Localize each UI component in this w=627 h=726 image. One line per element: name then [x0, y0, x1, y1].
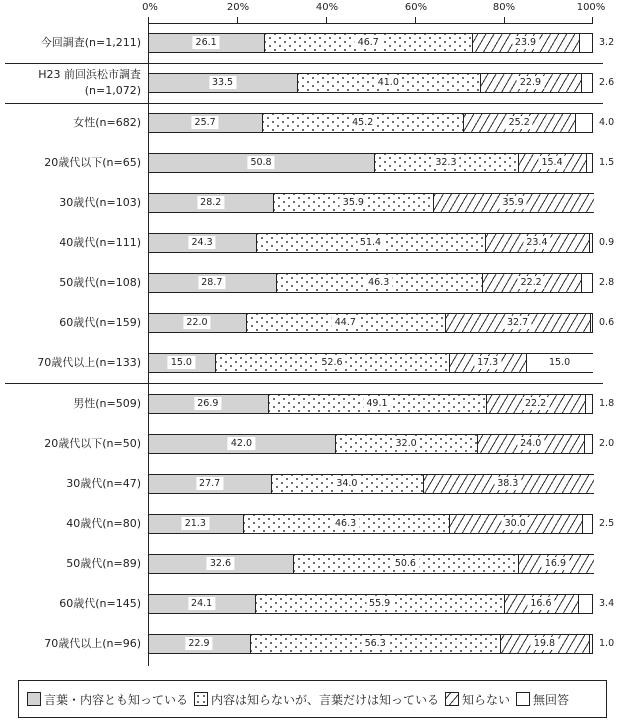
x-tick-mark	[592, 17, 593, 23]
bar-row	[148, 474, 593, 494]
segment-no-answer	[582, 514, 593, 534]
no-answer-value-label: 2.5	[599, 518, 615, 529]
value-label: 38.3	[494, 477, 521, 490]
x-tick-label-60: 60%	[404, 2, 428, 13]
value-label: 56.3	[362, 637, 389, 650]
value-label: 25.7	[192, 116, 219, 129]
x-tick-label-100: 100%	[576, 2, 606, 13]
value-label: 44.7	[332, 316, 359, 329]
value-label: 15.4	[538, 156, 565, 169]
segment-no-answer	[581, 73, 593, 93]
bar-row	[148, 313, 593, 333]
segment-no-answer	[575, 113, 593, 133]
bar-row	[148, 554, 593, 574]
value-label: 45.2	[349, 116, 376, 129]
legend-item-fully-known	[27, 691, 188, 708]
value-label: 46.3	[365, 276, 392, 289]
value-label: 50.6	[392, 557, 419, 570]
row-label-male-50s: 50歳代(n=89)	[66, 557, 141, 570]
value-label: 50.8	[247, 156, 274, 169]
no-answer-value-label: 1.8	[599, 398, 615, 409]
value-label: 28.2	[197, 196, 224, 209]
value-label: 26.1	[193, 36, 220, 49]
no-answer-value-label: 2.0	[599, 438, 615, 449]
row-label-male-20s-under: 20歳代以下(n=50)	[44, 437, 141, 450]
no-answer-value-label: 3.2	[599, 37, 615, 48]
row-label-male-60s: 60歳代(n=145)	[59, 597, 141, 610]
value-label: 35.9	[340, 196, 367, 209]
bar-row	[148, 153, 593, 173]
gray-swatch-icon	[27, 692, 41, 706]
value-label: 21.3	[182, 517, 209, 530]
value-label: 46.3	[332, 517, 359, 530]
segment-no-answer	[590, 313, 593, 333]
row-label-female: 女性(n=682)	[73, 116, 141, 129]
value-label: 25.2	[506, 116, 533, 129]
segment-no-answer	[585, 394, 593, 414]
row-label-female-50s: 50歳代(n=108)	[59, 276, 141, 289]
x-tick-mark	[504, 17, 505, 23]
segment-no-answer	[586, 153, 593, 173]
value-label: 23.9	[512, 36, 539, 49]
row-label-h23-survey-line1: H23 前回浜松市調査	[38, 68, 141, 81]
value-label: 30.0	[502, 517, 529, 530]
x-tick-label-40: 40%	[315, 2, 339, 13]
value-label: 22.9	[185, 637, 212, 650]
row-separator	[5, 63, 603, 64]
legend-item-unknown	[445, 691, 510, 708]
value-label: 24.3	[188, 236, 215, 249]
value-label: 27.7	[196, 477, 223, 490]
value-label: 32.7	[504, 316, 531, 329]
white-swatch-icon	[516, 692, 530, 706]
bar-row	[148, 353, 593, 373]
value-label: 35.9	[500, 196, 527, 209]
legend-label: 内容は知らないが、言葉だけは知っている	[211, 692, 440, 707]
row-label-current-survey: 今回調査(n=1,211)	[40, 36, 141, 49]
value-label: 23.4	[523, 236, 550, 249]
value-label: 16.6	[527, 597, 554, 610]
value-label: 51.4	[357, 236, 384, 249]
x-tick-label-0: 0%	[142, 2, 158, 13]
x-tick-mark	[237, 17, 238, 23]
bar-row	[148, 634, 593, 654]
bar-row	[148, 233, 593, 253]
value-label: 55.9	[366, 597, 393, 610]
no-answer-value-label: 2.8	[599, 277, 615, 288]
value-label: 17.3	[474, 356, 501, 369]
bar-row	[148, 594, 593, 614]
no-answer-value-label: 1.5	[599, 157, 615, 168]
hatched-swatch-icon	[445, 692, 459, 706]
legend-label: 無回答	[533, 692, 570, 707]
value-label: 16.9	[542, 557, 569, 570]
value-label: 19.8	[531, 637, 558, 650]
row-label-male-30s: 30歳代(n=47)	[66, 477, 141, 490]
bar-row	[148, 113, 593, 133]
value-label: 52.6	[318, 356, 345, 369]
no-answer-value-label: 4.0	[599, 117, 615, 128]
row-label-female-40s: 40歳代(n=111)	[59, 236, 141, 249]
no-answer-value-label: 1.0	[599, 638, 615, 649]
legend-item-no-answer	[516, 691, 569, 708]
x-axis-line	[148, 23, 593, 24]
value-label: 32.3	[432, 156, 459, 169]
legend-item-word-only	[194, 691, 439, 708]
bar-row	[148, 394, 593, 414]
legend-label: 知らない	[462, 692, 511, 707]
value-label: 34.0	[333, 477, 360, 490]
row-label-male: 男性(n=509)	[73, 397, 141, 410]
no-answer-value-label: 3.4	[599, 598, 615, 609]
bar-row	[148, 434, 593, 454]
value-label: 41.0	[375, 76, 402, 89]
segment-no-answer	[581, 273, 593, 293]
row-label-female-30s: 30歳代(n=103)	[59, 196, 141, 209]
segment-no-answer	[589, 634, 593, 654]
row-label-female-20s-under: 20歳代以下(n=65)	[44, 156, 141, 169]
x-tick-label-20: 20%	[226, 2, 250, 13]
value-label: 22.2	[518, 276, 545, 289]
no-answer-value-label: 0.6	[599, 317, 615, 328]
legend-label: 言葉・内容とも知っている	[44, 692, 189, 707]
value-label: 26.9	[194, 397, 221, 410]
bar-row	[148, 33, 593, 53]
bar-row	[148, 514, 593, 534]
value-label: 32.6	[207, 557, 234, 570]
row-label-h23-survey-line2: (n=1,072)	[84, 84, 141, 97]
value-label: 49.1	[363, 397, 390, 410]
value-label: 28.7	[198, 276, 225, 289]
bar-row	[148, 273, 593, 293]
chart-legend	[18, 680, 607, 718]
value-label: 15.0	[549, 357, 571, 368]
dotted-swatch-icon	[194, 692, 208, 706]
segment-no-answer	[584, 434, 593, 454]
segment-no-answer	[578, 594, 593, 614]
value-label: 32.0	[393, 437, 420, 450]
bar-row	[148, 73, 593, 93]
bar-row	[148, 193, 593, 213]
value-label: 15.0	[168, 356, 195, 369]
value-label: 46.7	[355, 36, 382, 49]
segment-no-answer	[589, 233, 593, 253]
value-label: 24.1	[188, 597, 215, 610]
value-label: 22.0	[183, 316, 210, 329]
x-tick-mark	[326, 17, 327, 23]
value-label: 33.5	[209, 76, 236, 89]
value-label: 24.0	[517, 437, 544, 450]
x-tick-mark	[415, 17, 416, 23]
no-answer-value-label: 0.9	[599, 237, 615, 248]
row-label-female-70s-over: 70歳代以上(n=133)	[37, 356, 141, 369]
row-label-male-70s-over: 70歳代以上(n=96)	[44, 637, 141, 650]
segment-no-answer	[579, 33, 593, 53]
group-separator-female	[5, 103, 603, 104]
x-tick-label-80: 80%	[492, 2, 516, 13]
value-label: 22.9	[517, 76, 544, 89]
row-label-female-60s: 60歳代(n=159)	[59, 316, 141, 329]
value-label: 22.2	[522, 397, 549, 410]
row-label-male-40s: 40歳代(n=80)	[66, 517, 141, 530]
value-label: 42.0	[228, 437, 255, 450]
no-answer-value-label: 2.6	[599, 77, 615, 88]
group-separator-male	[5, 383, 603, 384]
